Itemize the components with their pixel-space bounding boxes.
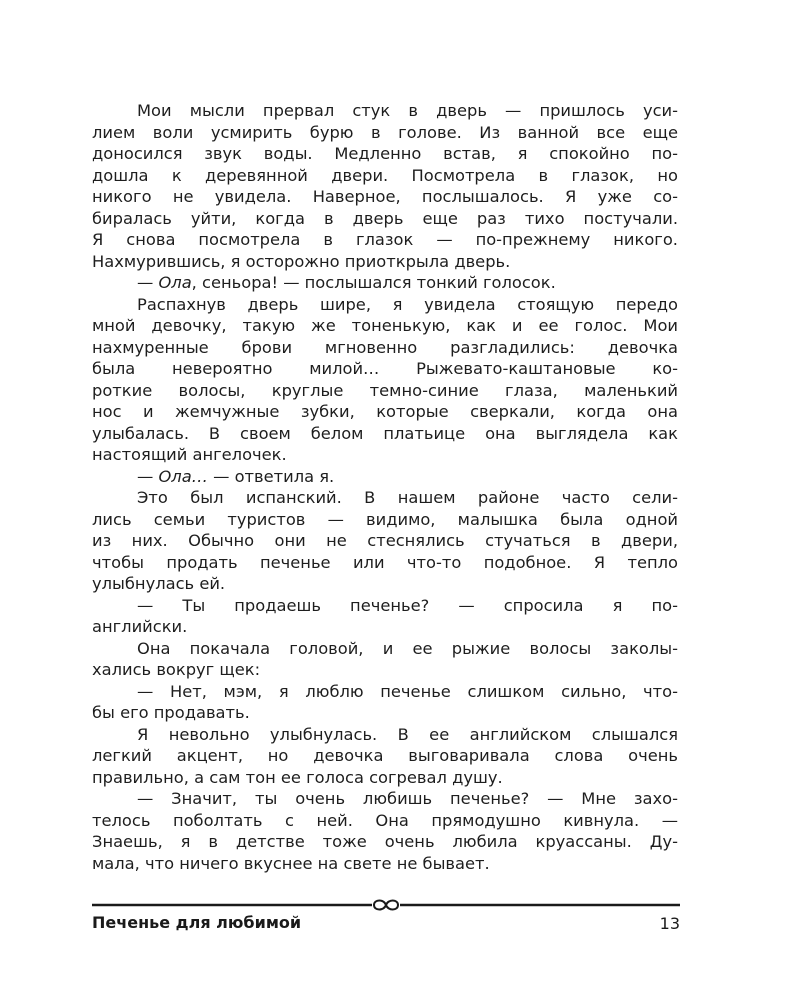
text-line: была невероятно милой… Рыжевато-каштановые ко-: [92, 359, 678, 378]
text-line: Распахнув дверь шире, я увидела стоящую передо: [137, 294, 678, 314]
text-line: хались вокруг щек:: [92, 660, 261, 679]
text-line: Знаешь, я в детстве тоже очень любила круассаны. Ду-: [92, 832, 678, 851]
text-line: дошла к деревянной двери. Посмотрела в глазок, но: [92, 165, 678, 185]
text-line: улыбалась. В своем белом платьице она выглядела как: [92, 423, 678, 443]
text-line: настоящий ангелочек.: [92, 445, 287, 464]
text-line: — Значит, ты очень любишь печенье? — Мне захо-: [137, 789, 678, 808]
text-line: улыбнулась ей.: [92, 574, 226, 593]
text-line: чтобы продать печенье или что-то подобное. Я тепло: [92, 552, 678, 572]
page-number: 13: [659, 914, 680, 933]
text-line: легкий акцент, но девочка выговаривала слова очень: [92, 746, 678, 765]
text-line: лием воли усмирить бурю в голове. Из ванной все еще: [92, 122, 678, 142]
text-line: роткие волосы, круглые темно-синие глаза, маленький: [92, 380, 678, 400]
text-line: Она покачала головой, и ее рыжие волосы заколы-: [137, 638, 678, 658]
text-line: — Нет, мэм, я люблю печенье слишком сильно, что-: [137, 681, 678, 701]
text-line: доносился звук воды. Медленно встав, я спокойно по-: [92, 144, 678, 163]
text-line: нахмуренные брови мгновенно разгладились: девочка: [92, 337, 678, 357]
text-line: английски.: [92, 617, 188, 636]
text-line: Мои мысли прервал стук в дверь — пришлось уси-: [137, 101, 678, 120]
body-text: [92, 100, 678, 874]
double-loop-ornament-icon: [374, 901, 398, 910]
text-line: — Ола… — ответила я.: [137, 466, 335, 486]
running-footer-title: Печенье для любимой: [92, 913, 302, 932]
footer-rule: [92, 895, 680, 915]
text-line: правильно, а сам тон ее голоса согревал душу.: [92, 767, 503, 787]
text-line: Я снова посмотрела в глазок — по-прежнему никого.: [92, 230, 678, 249]
text-line: Нахмурившись, я осторожно приоткрыла дверь.: [92, 251, 511, 271]
text-line: — Ола, сеньора! — послышался тонкий голосок.: [137, 273, 556, 292]
text-line: мной девочку, такую же тоненькую, как и ее голос. Мои: [92, 316, 678, 335]
text-line: бы его продавать.: [92, 703, 250, 722]
text-line: никого не увидела. Наверное, послышалось. Я уже со-: [92, 187, 678, 206]
text-line: Это был испанский. В нашем районе часто сели-: [137, 488, 678, 507]
text-line: мала, что ничего вкуснее на свете не бывает.: [92, 853, 490, 873]
text-line: телось поболтать с ней. Она прямодушно кивнула. —: [92, 810, 678, 830]
text-line: нос и жемчужные зубки, которые сверкали, когда она: [92, 402, 678, 421]
text-line: биралась уйти, когда в дверь еще раз тихо постучали.: [92, 208, 678, 228]
text-line: лись семьи туристов — видимо, малышка была одной: [92, 509, 678, 529]
text-line: из них. Обычно они не стеснялись стучаться в двери,: [92, 531, 678, 550]
text-line: Я невольно улыбнулась. В ее английском слышался: [137, 724, 678, 744]
text-line: — Ты продаешь печенье? — спросила я по-: [137, 595, 678, 615]
